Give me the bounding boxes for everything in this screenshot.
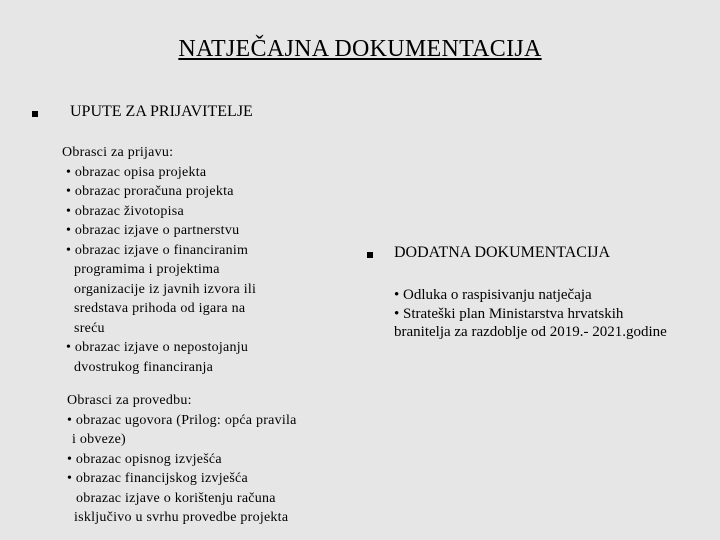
list-item-continuation: dvostrukog financiranja (74, 359, 214, 375)
square-bullet-icon (32, 111, 38, 117)
section-heading-dodatna: DODATNA DOKUMENTACIJA (394, 244, 611, 261)
list-item: • Strateški plan Ministarstva hrvatskih (394, 305, 624, 322)
square-bullet-icon (367, 252, 373, 258)
list-item-continuation: sreću (74, 320, 105, 336)
obrasci-provedba-block (67, 391, 297, 528)
list-item-continuation: programima i projektima (74, 262, 220, 277)
list-item: • obrazac izjave o partnerstvu (66, 223, 240, 238)
obrasci-prijava-heading: Obrasci za prijavu: (62, 145, 174, 160)
list-item: • obrazac financijskog izvješća (67, 471, 248, 486)
list-item: • obrazac životopisa (66, 203, 184, 219)
list-item-continuation: obrazac izjave o korištenju računa (76, 490, 276, 506)
section-heading-upute: UPUTE ZA PRIJAVITELJE (70, 103, 253, 120)
list-item: • obrazac proračuna projekta (66, 184, 234, 199)
obrasci-prijava-block (62, 143, 256, 377)
obrasci-provedba-heading: Obrasci za provedbu: (67, 393, 192, 408)
list-item: branitelja za razdoblje od 2019.- 2021.godine (394, 324, 667, 340)
list-item-continuation: sredstava prihoda od igara na (74, 301, 246, 316)
list-item: • obrazac opisnog izvješća (67, 451, 222, 467)
list-item: • obrazac izjave o nepostojanju (66, 340, 249, 355)
list-item-continuation: isključivo u svrhu provedbe projekta (74, 510, 289, 525)
list-item: • obrazac ugovora (Prilog: opća pravila (67, 412, 297, 428)
dodatna-list (394, 286, 667, 342)
list-item: • obrazac opisa projekta (66, 164, 207, 180)
list-item: • obrazac izjave o financiranim (66, 242, 249, 258)
list-item: • Odluka o raspisivanju natječaja (394, 287, 592, 303)
page-title: NATJEČAJNA DOKUMENTACIJA (178, 36, 542, 62)
list-item-continuation: i obveze) (72, 432, 126, 447)
list-item-continuation: organizacije iz javnih izvora ili (74, 281, 257, 297)
